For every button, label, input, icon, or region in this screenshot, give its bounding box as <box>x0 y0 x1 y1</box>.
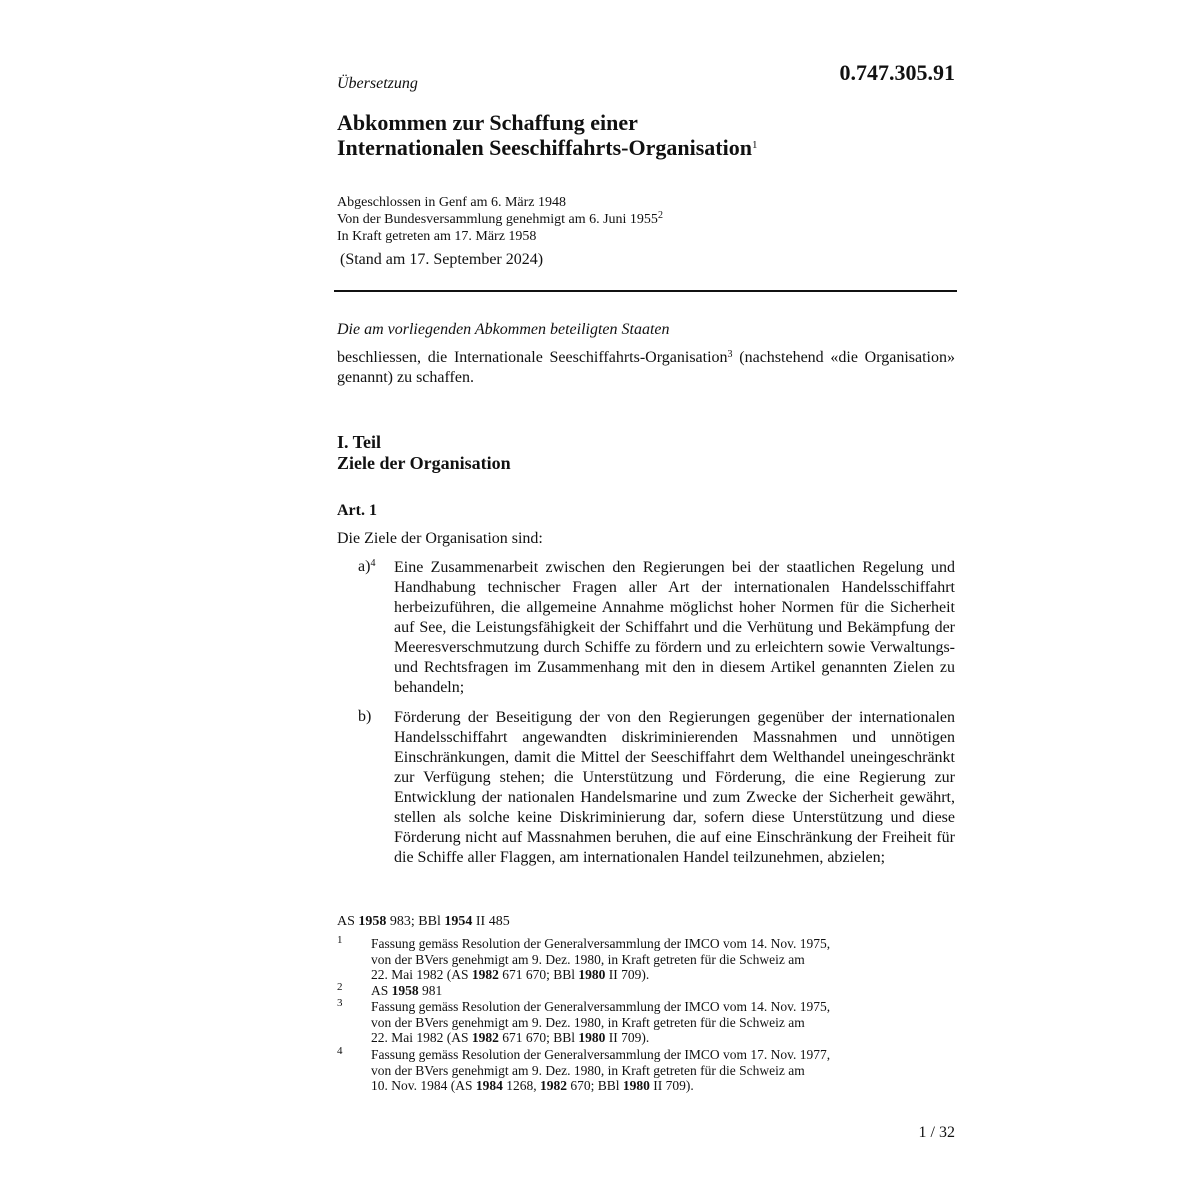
footnote-line: Fassung gemäss Resolution der Generalversammlung der IMCO vom 17. Nov. 1977, <box>371 1047 831 1062</box>
fn-seg: 1982 <box>540 1078 568 1093</box>
list-item-text: Eine Zusammenarbeit zwischen den Regierungen bei der staatlichen Regelung und Handhabung technischer Fragen aller Art der internationalen Handelsschiffahrt herbeizuführen, die allgemeine Annahme möglichst hoher Normen für die Sicherheit auf See, die Leistungsfähigkeit der Schiffahrt und die Verhütung und Bekämpfung der Meeresverschmutzung durch Schiffe zu fördern und zu erleichtern sowie Verwaltungs- und Rechtsfragen im Zusammenhang mit den in diesem Artikel genannten Zielen zu behandeln; <box>394 559 955 696</box>
in-force-date: In Kraft getreten am 17. März 1958 <box>337 229 537 244</box>
part-number: I. Teil <box>337 432 382 452</box>
footnote-text <box>371 936 931 983</box>
title-line-1: Abkommen zur Schaffung einer <box>337 110 638 135</box>
fn-seg: 1958 <box>391 983 419 998</box>
footnote-text <box>371 999 931 1046</box>
fn-seg: 671 670; BBl <box>498 967 579 982</box>
part-heading <box>337 432 511 474</box>
ref-as-year: 1958 <box>358 914 387 929</box>
ref-as-prefix: AS <box>337 914 359 929</box>
fn-seg: 1982 <box>471 967 499 982</box>
preamble-text-after: (nachstehend «die Organisation» genannt) zu schaffen. <box>337 349 956 386</box>
footnote-number: 3 <box>337 997 343 1009</box>
approved-date-text: Von der Bundesversammlung genehmigt am 6. Juni 1955 <box>337 212 658 227</box>
sr-number: 0.747.305.91 <box>839 60 955 85</box>
fn-seg: II 709). <box>605 1030 650 1045</box>
footnote-line <box>371 1030 931 1046</box>
title-line-2 <box>337 135 757 160</box>
footnote-line <box>371 983 931 999</box>
footnote-line: von der BVers genehmigt am 9. Dez. 1980, in Kraft getreten für die Schweiz am <box>371 1014 805 1030</box>
footnote-number: 1 <box>337 934 343 946</box>
preamble-footnote-ref[interactable]: 3 <box>727 349 733 360</box>
concluded-date: Abgeschlossen in Genf am 6. März 1948 <box>337 195 567 210</box>
page-number: 1 / 32 <box>918 1124 955 1141</box>
fn-seg: 1982 <box>471 1030 499 1045</box>
fn-seg: 1984 <box>475 1078 503 1093</box>
fn-seg: 22. Mai 1982 (AS <box>371 967 472 982</box>
part-title: Ziele der Organisation <box>337 453 511 473</box>
fn-seg: 1980 <box>578 967 606 982</box>
footnote-line: Fassung gemäss Resolution der Generalversammlung der IMCO vom 14. Nov. 1975, <box>371 936 831 951</box>
ref-as-page: 983; BBl <box>386 914 445 929</box>
fn-seg: 670; BBl <box>567 1078 623 1093</box>
fn-seg: 22. Mai 1982 (AS <box>371 1030 472 1045</box>
article-heading: Art. 1 <box>337 502 377 519</box>
footnote-line: von der BVers genehmigt am 9. Dez. 1980, in Kraft getreten für die Schweiz am <box>371 951 805 967</box>
list-item-label <box>358 558 375 576</box>
fn-seg: 1980 <box>578 1030 606 1045</box>
preamble-parties: Die am vorliegenden Abkommen beteiligten Staaten <box>337 321 670 338</box>
footnote-line <box>371 967 931 983</box>
translation-label: Übersetzung <box>337 75 418 92</box>
footnote-number: 2 <box>337 981 343 993</box>
fn-seg: 10. Nov. 1984 (AS <box>371 1078 476 1093</box>
list-item-label <box>358 708 371 726</box>
official-reference <box>337 914 510 930</box>
footnote-text <box>371 983 931 999</box>
preamble-text-before: beschliessen, die Internationale Seeschiffahrts-Organisation <box>337 349 728 366</box>
fn-seg: AS <box>371 983 392 998</box>
footnote-text <box>371 1047 931 1094</box>
list-item-b-label: b) <box>358 708 372 725</box>
title-footnote-ref[interactable]: 1 <box>751 139 758 151</box>
list-item-a-label: a) <box>358 558 371 575</box>
article-intro: Die Ziele der Organisation sind: <box>337 530 543 547</box>
title-line-2-text: Internationalen Seeschiffahrts-Organisation <box>337 135 752 160</box>
fn-seg: 1980 <box>622 1078 650 1093</box>
footnote-line: von der BVers genehmigt am 9. Dez. 1980, in Kraft getreten für die Schweiz am <box>371 1062 805 1078</box>
document-title <box>337 110 757 160</box>
fn-seg: 981 <box>418 983 443 998</box>
approved-date <box>337 211 663 228</box>
ref-bbl-rest: II 485 <box>472 914 510 929</box>
footnote-number: 4 <box>337 1045 343 1057</box>
fn-seg: II 709). <box>649 1078 694 1093</box>
list-item-text: Förderung der Beseitigung der von den Regierungen gegenüber der internationalen Handelsschiffahrt angewandten diskriminierenden Massnahmen und unnötigen Einschränkungen, damit die Mittel der Seeschiffahrt dem Welthandel uneingeschränkt zur Verfügung stehen; die Unterstützung und Förderung, die eine Regierung zur Entwicklung der nationalen Handelsmarine und zum Zwecke der Sicherheit gewährt, stellen als solche keine Diskriminierung dar, sofern diese Unterstützung und diese Förderung nicht auf Massnahmen beruhen, die auf eine Einschränkung der Freiheit für die Schiffe aller Flaggen, am internationalen Handel teilzunehmen, abzielen; <box>394 709 955 866</box>
document-meta <box>337 194 663 245</box>
footnote-line <box>371 1078 931 1094</box>
status-date: (Stand am 17. September 2024) <box>340 251 544 268</box>
footnote-line: Fassung gemäss Resolution der Generalversammlung der IMCO vom 14. Nov. 1975, <box>371 999 831 1014</box>
fn-seg: 1268, <box>502 1078 541 1093</box>
header-divider <box>334 290 957 292</box>
approved-footnote-ref[interactable]: 2 <box>657 210 663 221</box>
ref-bbl-year: 1954 <box>444 914 473 929</box>
fn-seg: 671 670; BBl <box>498 1030 579 1045</box>
list-item-a-footnote-ref[interactable]: 4 <box>370 558 376 569</box>
fn-seg: II 709). <box>605 967 650 982</box>
preamble-text <box>337 348 955 388</box>
